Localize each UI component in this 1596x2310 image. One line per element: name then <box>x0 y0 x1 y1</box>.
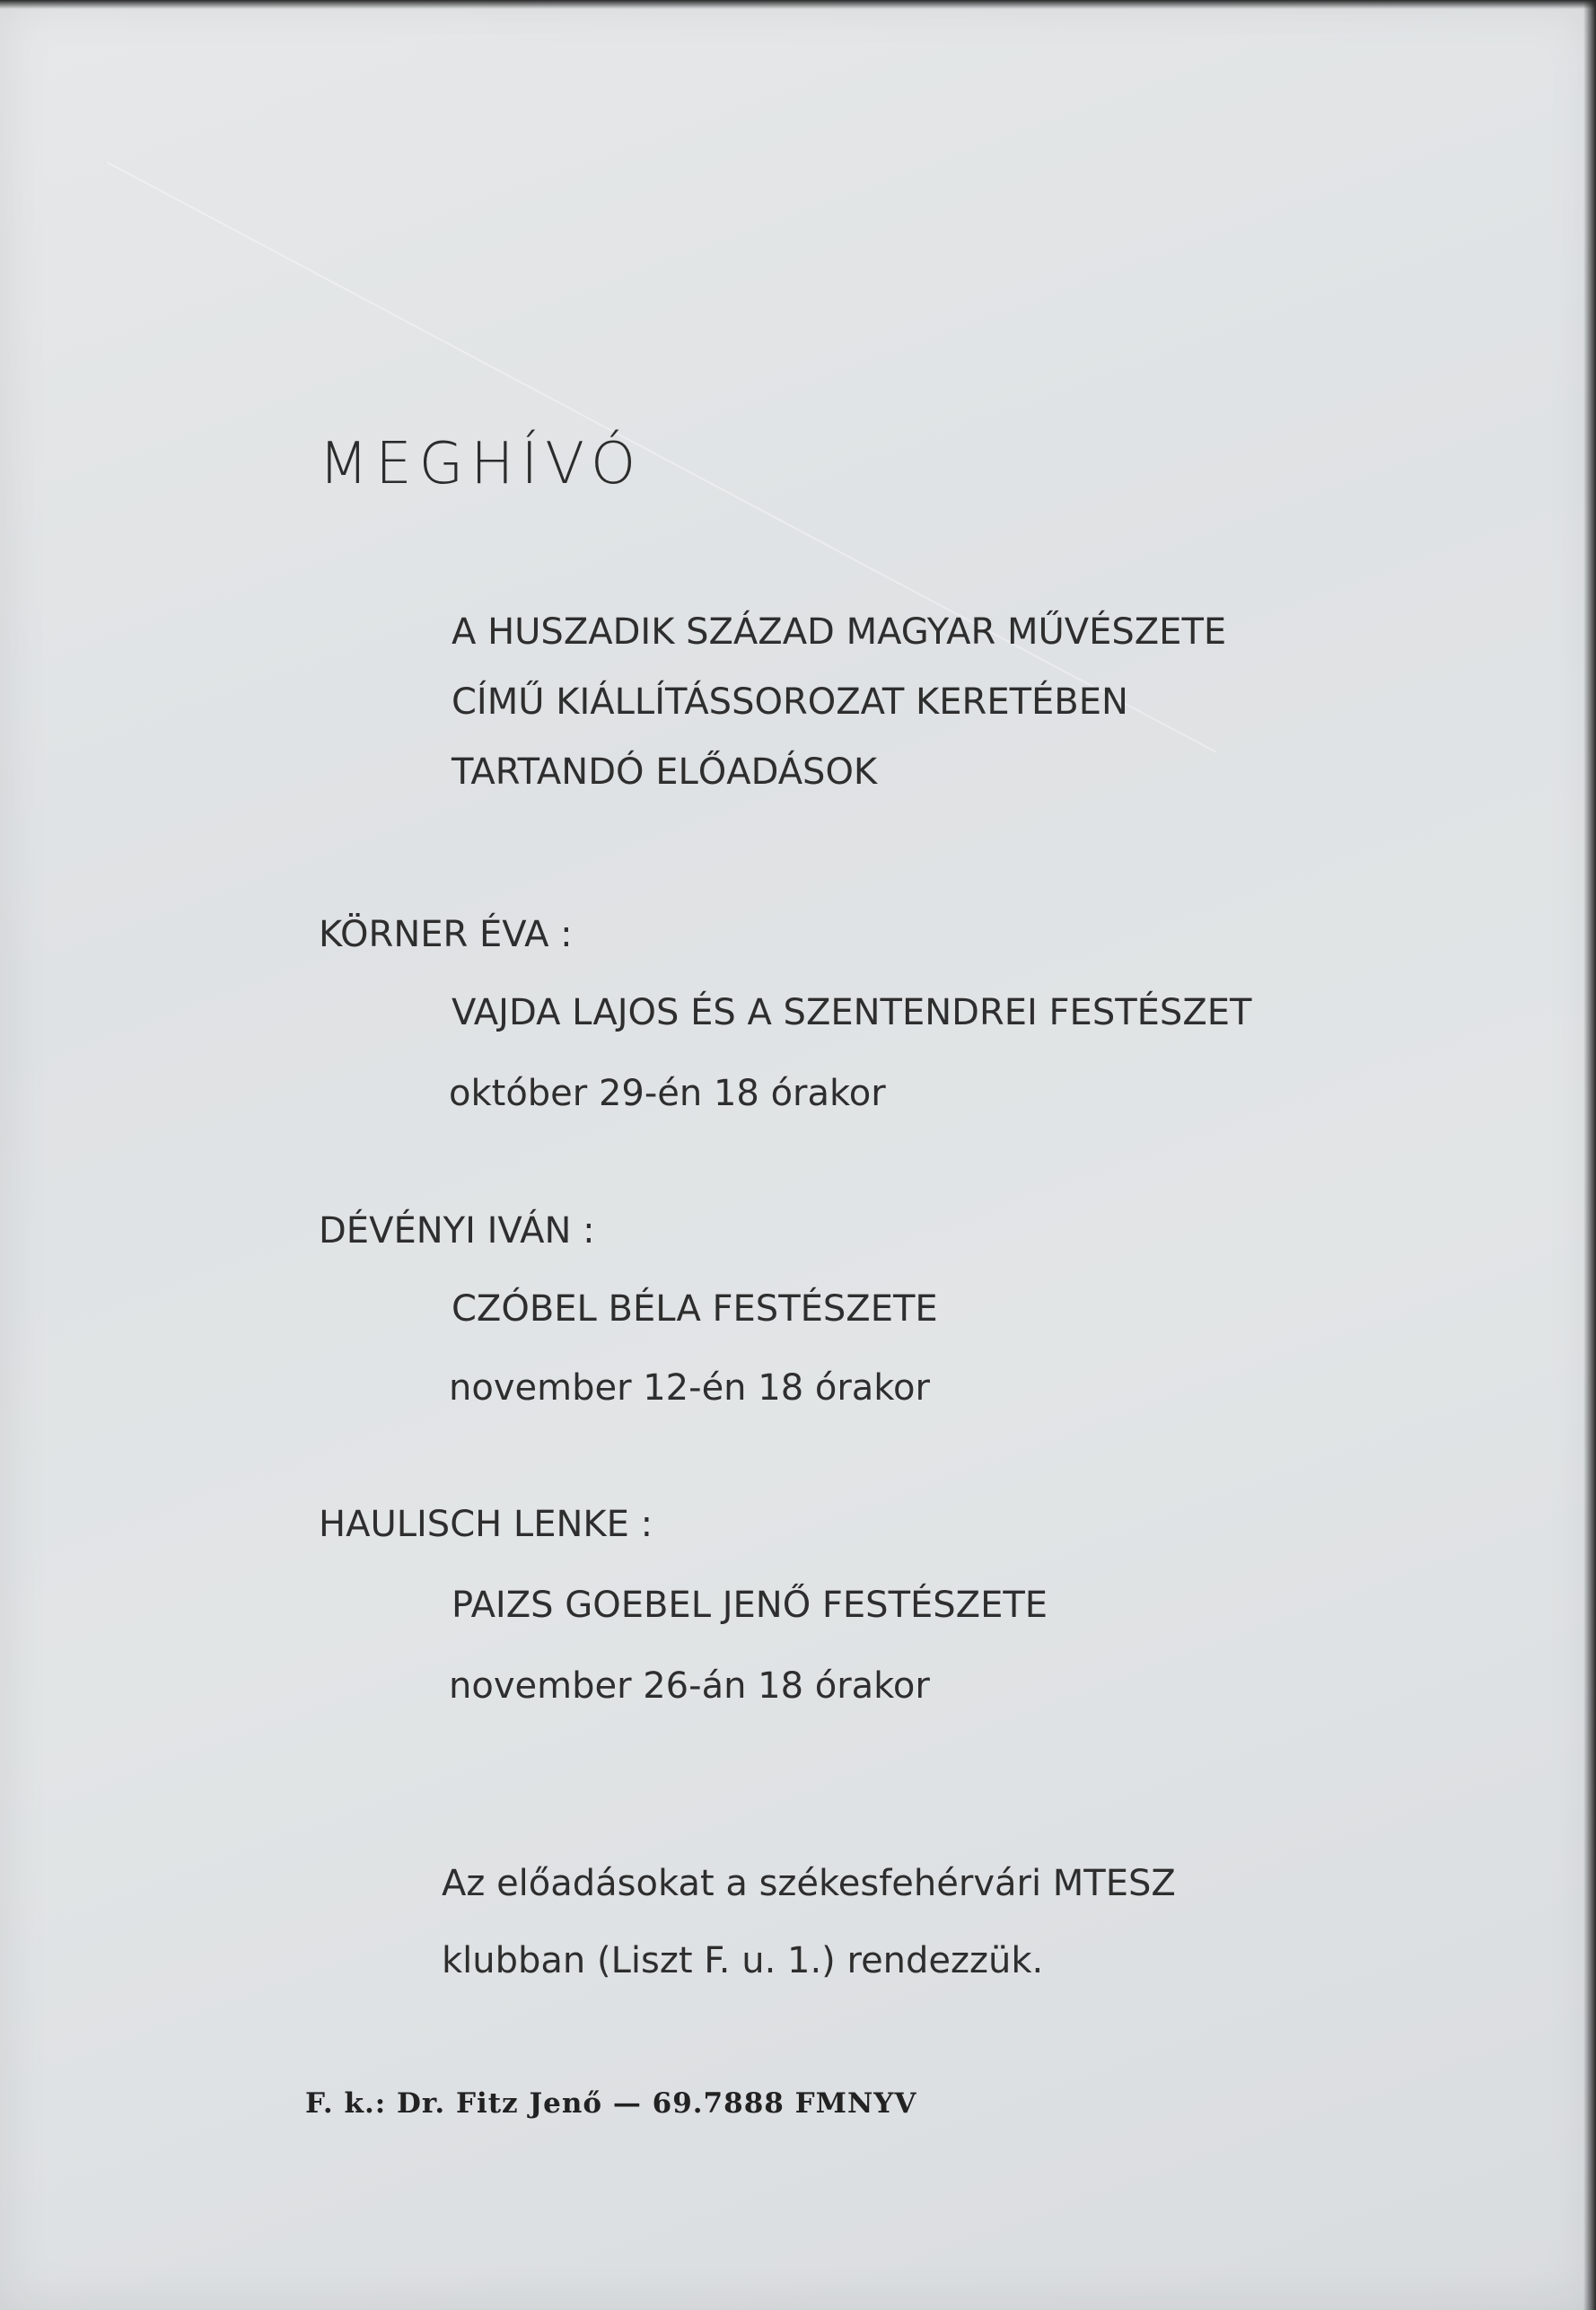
lecture-2-date: november 12-én 18 órakor <box>449 1367 930 1409</box>
invitation-title: MEGHÍVÓ <box>319 431 644 497</box>
intro-line: CÍMŰ KIÁLLÍTÁSSOROZAT KERETÉBEN <box>452 681 1128 723</box>
intro-line: TARTANDÓ ELŐADÁSOK <box>452 751 878 793</box>
lecture-3-speaker: HAULISCH LENKE : <box>319 1504 653 1545</box>
venue-note <box>442 1845 1176 1999</box>
lecture-2-topic: CZÓBEL BÉLA FESTÉSZETE <box>452 1288 938 1330</box>
lecture-1-date: október 29-én 18 órakor <box>449 1073 886 1114</box>
lecture-2-speaker: DÉVÉNYI IVÁN : <box>319 1210 595 1252</box>
intro-line: A HUSZADIK SZÁZAD MAGYAR MŰVÉSZETE <box>452 611 1227 653</box>
photo-edge-top <box>0 0 1596 9</box>
intro-text <box>452 597 1226 807</box>
lecture-3-topic: PAIZS GOEBEL JENŐ FESTÉSZETE <box>452 1585 1048 1626</box>
lecture-3-date: november 26-án 18 órakor <box>449 1665 930 1707</box>
lecture-1-topic: VAJDA LAJOS ÉS A SZENTENDREI FESTÉSZET <box>452 992 1252 1033</box>
venue-note-line: Az előadásokat a székesfehérvári MTESZ <box>442 1863 1176 1904</box>
lecture-1-speaker: KÖRNER ÉVA : <box>319 914 573 955</box>
venue-note-line: klubban (Liszt F. u. 1.) rendezzük. <box>442 1940 1044 1981</box>
photo-edge-right <box>1583 0 1596 2310</box>
printer-imprint: F. k.: Dr. Fitz Jenő — 69.7888 FMNYV <box>305 2087 917 2120</box>
